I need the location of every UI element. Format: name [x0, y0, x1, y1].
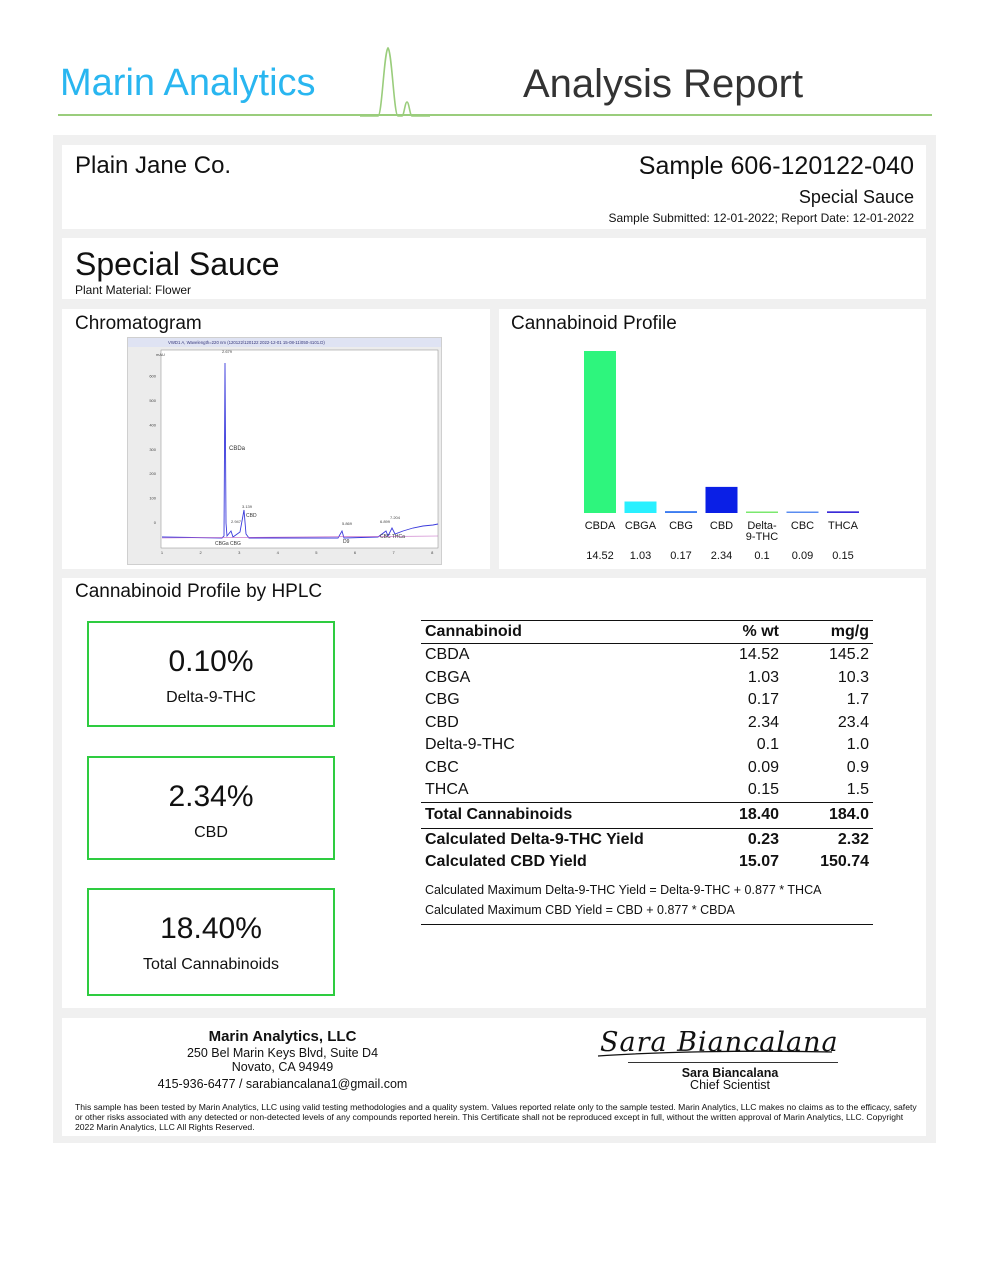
sample-name: Special Sauce [798, 187, 914, 207]
col-header-mg: mg/g [783, 621, 873, 644]
sample-dates: Sample Submitted: 12-01-2022; Report Date: 12-01-2022 [608, 211, 914, 225]
kpi-label: Total Cannabinoids [142, 956, 280, 973]
report-title: Analysis Report [523, 62, 804, 106]
table-row [421, 712, 873, 735]
chrom-x-tick: 1 [160, 550, 164, 555]
value-label: 2.34 [710, 550, 733, 562]
cell-name: THCA [425, 781, 469, 799]
value-label: 0.17 [670, 550, 692, 562]
cell-pct: 2.34 [747, 713, 779, 731]
chrom-rt-label: 2.679 [222, 349, 233, 354]
table-header-row [421, 621, 873, 644]
chrom-peak-label: CBD [246, 513, 257, 519]
formula-note-row [421, 874, 873, 900]
value-label: 0.15 [832, 550, 854, 562]
category-label: 9-THC [745, 531, 779, 543]
chrom-rt-label: 2.947 [231, 519, 242, 524]
cell-pct: 18.40 [689, 802, 783, 828]
category-label: CBGA [624, 520, 657, 532]
table-row [421, 779, 873, 802]
formula-note: Calculated Maximum CBD Yield = CBD + 0.877 * CBDA [421, 900, 873, 925]
cell-name: CBDA [425, 646, 470, 664]
client-name: Plain Jane Co. [75, 152, 232, 179]
peak-logo-icon [360, 44, 430, 120]
lab-address-line1: 250 Bel Marin Keys Blvd, Suite D4 [186, 1046, 379, 1060]
sample-id: Sample 606-120122-040 [638, 152, 914, 180]
cell-pct: 0.09 [747, 758, 779, 776]
lab-name: Marin Analytics, LLC [208, 1028, 357, 1045]
brand-logo-text: Marin Analytics [60, 62, 316, 104]
signer-title: Chief Scientist [690, 1078, 770, 1092]
chrom-y-tick: 600 [149, 373, 156, 379]
cell-name: CBG [425, 691, 460, 709]
table-row [421, 757, 873, 780]
cell-pct: 15.07 [738, 853, 779, 871]
kpi-total [87, 888, 335, 996]
cbd-yield-row [421, 851, 873, 874]
bar-cbg [665, 511, 697, 513]
kpi-value: 0.10% [168, 645, 254, 678]
cell-mg: 1.7 [846, 691, 869, 709]
hplc-title: Cannabinoid Profile by HPLC [75, 581, 323, 602]
chrom-x-tick: 2 [199, 550, 202, 555]
cannabinoid-bar-chart [499, 309, 926, 569]
cell-mg: 145.2 [828, 646, 869, 664]
chrom-rt-label: 6.899 [380, 519, 391, 524]
chrom-x-tick: 5 [315, 550, 318, 555]
category-label: THCA [828, 520, 858, 532]
kpi-value: 2.34% [168, 780, 254, 813]
table-row [421, 734, 873, 757]
plant-material: Plant Material: Flower [75, 283, 192, 297]
chrom-y-tick: 300 [149, 446, 156, 452]
thc-yield-row [421, 828, 873, 851]
signer-name: Sara Biancalana [681, 1066, 779, 1080]
chrom-x-tick: 6 [353, 550, 357, 555]
bar-delta-9-thc [746, 512, 778, 514]
cell-pct: 0.1 [756, 736, 779, 754]
cell-name: CBC [425, 758, 459, 776]
chrom-rt-label: 3.139 [242, 504, 253, 509]
chrom-peak-label: CBC THCa [380, 534, 405, 540]
col-header-cannabinoid: Cannabinoid [421, 621, 689, 644]
hplc-table [421, 620, 873, 925]
lab-address [150, 1046, 415, 1074]
chrom-peak-label: D9 [343, 539, 350, 545]
value-label: 0.1 [754, 550, 770, 562]
header-divider [58, 114, 932, 116]
cell-pct: 0.15 [747, 781, 779, 799]
profile-chart-title: Cannabinoid Profile [511, 313, 677, 334]
cell-mg: 23.4 [837, 713, 869, 731]
chrom-x-tick: 3 [238, 550, 241, 555]
signature: Sara Biancalana [600, 1027, 839, 1058]
chrom-header-text: VWD1 A, Wavelength=220 nm (120122\120122 2022-12-01 15-08-11\050-4101.D) [168, 340, 325, 345]
category-label: Delta- [747, 520, 777, 532]
chromatogram-image [127, 337, 442, 565]
total-row [421, 802, 873, 828]
cell-name: Calculated CBD Yield [425, 853, 587, 871]
product-name: Special Sauce [75, 246, 280, 282]
signature-stroke [596, 1046, 836, 1062]
category-label: CBD [709, 520, 734, 532]
col-header-pct: % wt [689, 621, 783, 644]
cell-name: Total Cannabinoids [421, 802, 689, 828]
cell-name: CBD [425, 713, 459, 731]
signature-line [628, 1062, 838, 1063]
category-label: CBDA [584, 520, 616, 532]
chrom-x-tick: 4 [276, 550, 279, 555]
bar-cbda [584, 351, 616, 513]
chrom-y-tick: 200 [149, 471, 156, 477]
lab-address-line2: Novato, CA 94949 [231, 1060, 334, 1074]
cell-pct: 0.17 [747, 691, 779, 709]
chrom-rt-label: 7.204 [390, 515, 401, 520]
lab-contact: 415-936-6477 / sarabiancalana1@gmail.com [157, 1077, 408, 1091]
bar-thca [827, 511, 859, 513]
cell-mg: 1.0 [846, 736, 869, 754]
kpi-value: 18.40% [160, 912, 262, 945]
table-row [421, 667, 873, 690]
cell-mg: 184.0 [783, 802, 873, 828]
chrom-peak-label: CBDa [229, 446, 246, 452]
chrom-y-tick: 0 [153, 520, 156, 525]
cell-pct: 14.52 [738, 646, 779, 664]
cell-mg: 10.3 [837, 668, 869, 686]
value-label: 14.52 [586, 550, 614, 562]
chrom-y-tick: 100 [149, 495, 156, 501]
cell-pct: 1.03 [747, 668, 779, 686]
disclaimer: This sample has been tested by Marin Analytics, LLC using valid testing methodologies and a quality system. Values reported relate only to the sample tested. Marin Analytics, LLC makes no claims as to the efficacy, safety or other risks associated with any detected or non-detected levels of any compounds reported herein. This Certificate shall not be reproduced except in full, without the written approval of Marin Analytics, LLC. Copyright 2022 Marin Analytics, LLC All Rights Reserved. [75, 1102, 917, 1132]
cell-mg: 1.5 [846, 781, 869, 799]
cell-mg: 2.32 [837, 830, 869, 848]
bar-cbc [787, 512, 819, 514]
chrom-x-tick: 7 [392, 550, 395, 555]
bar-cbd [706, 487, 738, 513]
category-label: CBC [790, 520, 815, 532]
category-label: CBG [669, 520, 693, 532]
chrom-y-unit: mAU [156, 352, 165, 357]
kpi-label: CBD [194, 824, 228, 841]
formula-note-row [421, 900, 873, 925]
value-label: 1.03 [629, 550, 652, 562]
bar-cbga [625, 502, 657, 513]
chrom-rt-label: 5.869 [342, 521, 353, 526]
kpi-cbd [87, 756, 335, 860]
cell-mg: 150.74 [820, 853, 869, 871]
chromatogram-title: Chromatogram [75, 313, 202, 334]
chrom-x-tick: 8 [431, 550, 434, 555]
cell-mg: 0.9 [846, 758, 869, 776]
kpi-label: Delta-9-THC [166, 689, 256, 706]
cell-name: Calculated Delta-9-THC Yield [425, 830, 644, 848]
kpi-thc [87, 621, 335, 727]
cell-pct: 0.23 [747, 830, 779, 848]
table-row [421, 689, 873, 712]
chrom-peak-label: CBGa CBG [215, 541, 241, 547]
value-label: 0.09 [791, 550, 814, 562]
cell-name: CBGA [425, 668, 471, 686]
cell-name: Delta-9-THC [425, 736, 515, 754]
chrom-y-tick: 500 [149, 398, 156, 403]
formula-note: Calculated Maximum Delta-9-THC Yield = Delta-9-THC + 0.877 * THCA [425, 882, 822, 897]
chrom-y-tick: 400 [149, 422, 156, 428]
table-row [421, 644, 873, 667]
